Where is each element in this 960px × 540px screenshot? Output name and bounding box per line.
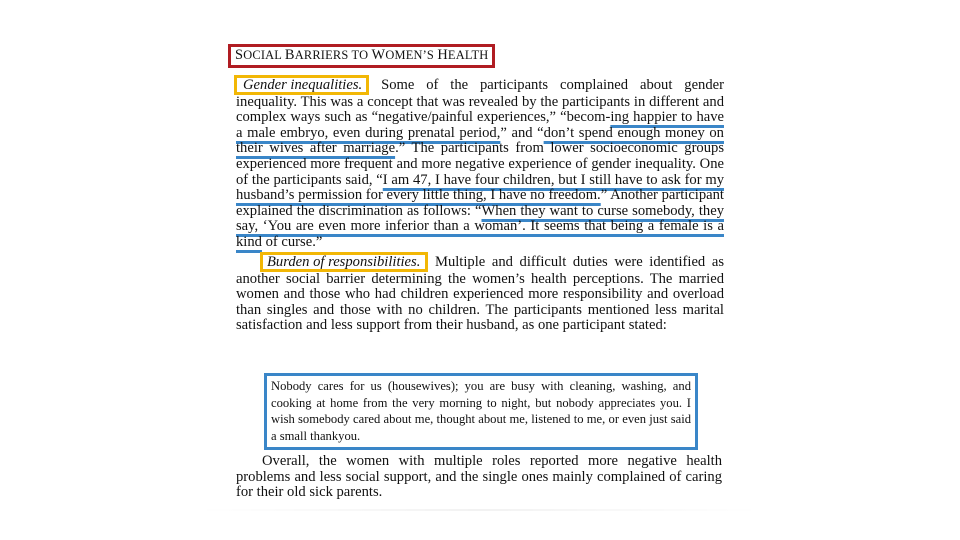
section-heading	[228, 44, 495, 68]
block-quote-text: Nobody cares for us (housewives); you are busy with cleaning, washing, and cooking at home from the very morning to night, but nobody appreciates you. I wish somebody cared about me, thought about me, listened to me, or even just said a small thankyou.	[271, 379, 691, 443]
paragraph-overall	[236, 454, 722, 501]
heading-text: OMEN’S	[385, 48, 438, 62]
highlighted-quote: When they want to curse somebody, they say, ‘You are even more inferior than a woman’. It seems that being a female is a kind	[236, 202, 724, 250]
page-edge-divider	[196, 509, 762, 511]
article-page	[236, 44, 724, 334]
paragraph-burden-of-responsibilities	[236, 252, 724, 334]
paragraph-text: Multiple and difficult duties were identified as another social barrier determining the women’s health perceptions. The married women and those who had children experienced more responsibility and overload than singles and those with no children. The participants mentioned less marital satisfaction and less support from their husband, as one participant stated:	[236, 253, 724, 334]
block-quote	[264, 373, 698, 450]
paragraph-text: Overall, the women with multiple roles reported more negative health problems and less social support, and the single ones mainly complained of caring for their old sick parents.	[236, 453, 722, 501]
subhead-gender-inequalities: Gender inequalities.	[234, 75, 369, 95]
highlighted-quote: ing happier to have a male embryo, even during prenatal period,	[236, 109, 724, 141]
heading-letter: W	[371, 47, 386, 63]
heading-text: ARRIERS TO	[294, 48, 372, 62]
paragraph-text: of curse.”	[261, 233, 323, 250]
highlighted-quote: don’t spend enough money on their wives after marriage	[236, 124, 724, 157]
heading-letter: H	[437, 47, 448, 63]
paragraph-text: ” Another participant explained the discrimination as follows: “	[236, 187, 724, 219]
heading-text: EALTH	[447, 48, 489, 62]
paragraph-text: .” The participants from lower socioeconomic groups experienced more frequent and more negative experience of gender inequality. One of the participants said, “	[236, 140, 724, 188]
heading-letter: B	[284, 47, 295, 63]
heading-text: OCIAL	[243, 48, 285, 62]
heading-letter: S	[235, 47, 244, 63]
paragraph-gender-inequalities	[236, 75, 724, 251]
paragraph-text: Some of the participants complained about gender inequality. This was a concept that was revealed by the participants in different and complex ways such as “negative/painful experiences,” “becom-	[236, 76, 724, 126]
subhead-burden-of-responsibilities: Burden of responsibilities.	[260, 252, 428, 272]
highlighted-quote: I am 47, I have four children, but I still have to ask for my husband’s permission for every little thing, I have no freedom.	[236, 171, 725, 204]
paragraph-text: ” and “	[500, 124, 544, 141]
